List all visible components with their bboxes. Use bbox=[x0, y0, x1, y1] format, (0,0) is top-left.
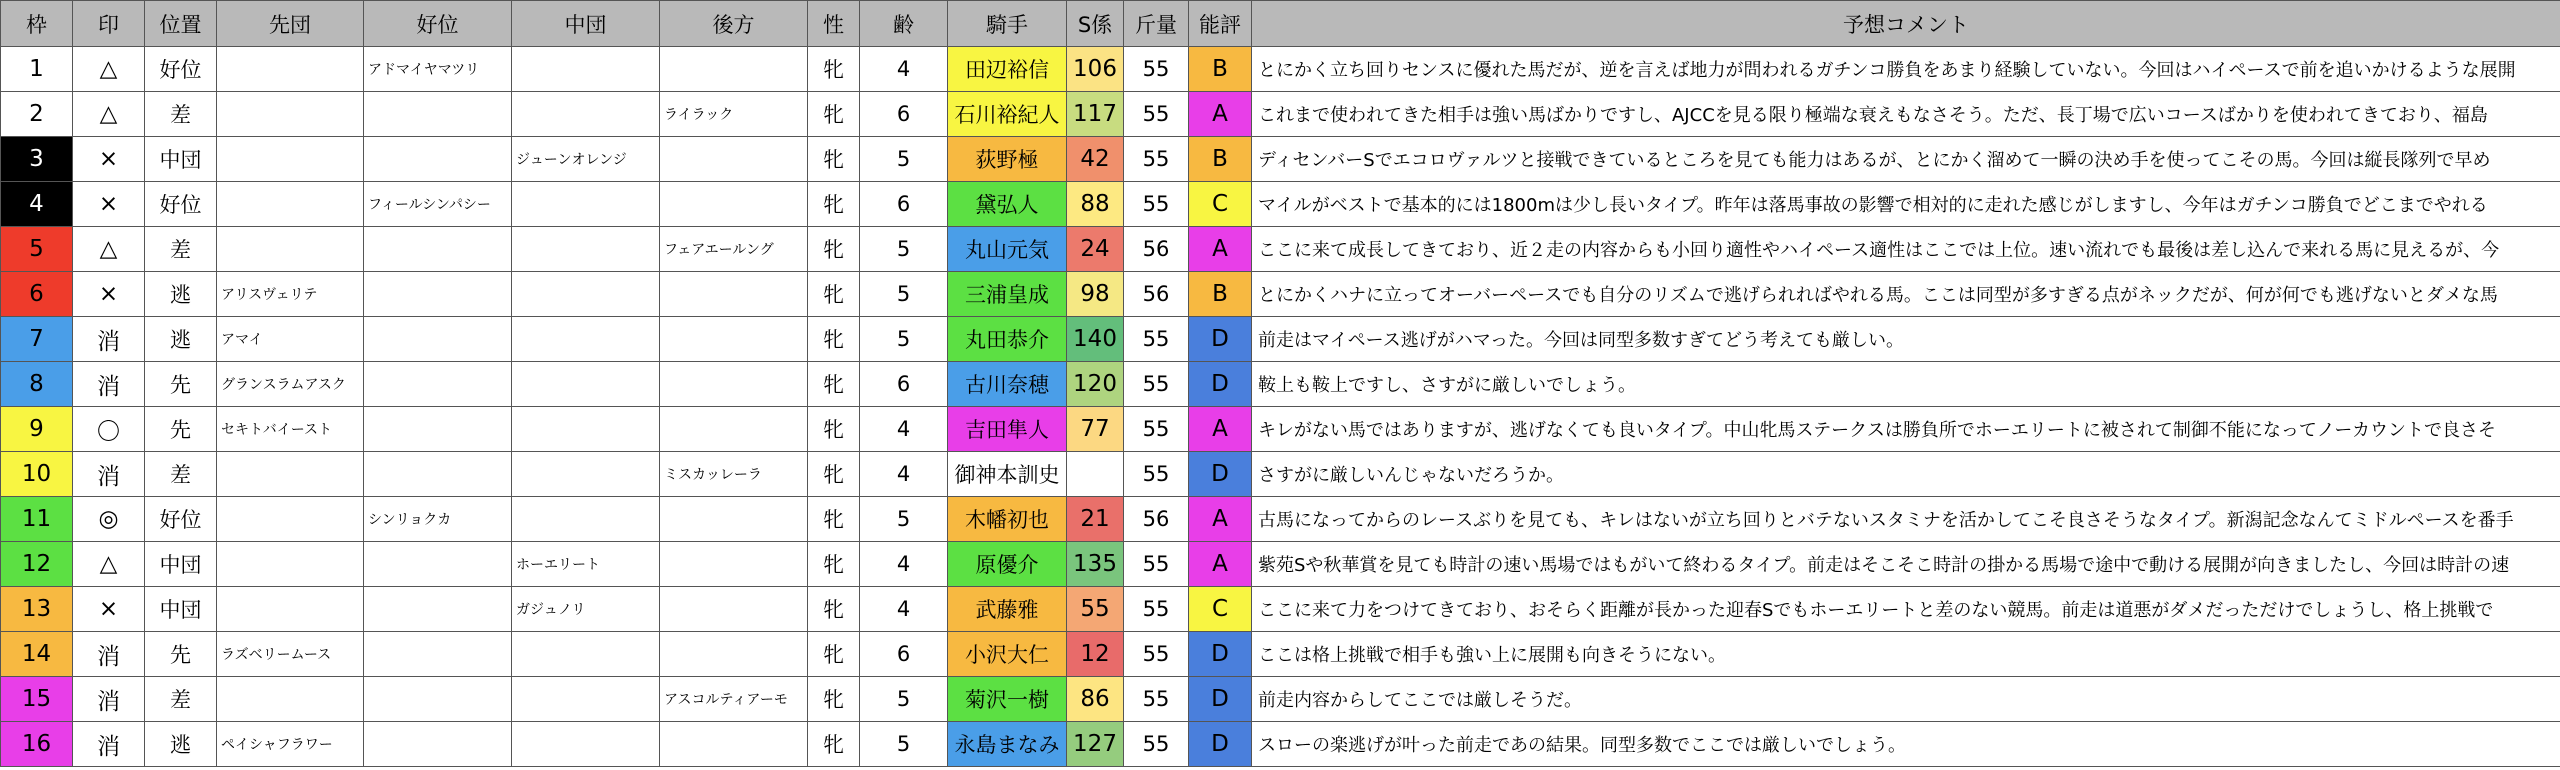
jockey-cell: 菊沢一樹 bbox=[948, 677, 1067, 722]
jockey-cell: 木幡初也 bbox=[948, 497, 1067, 542]
koui-cell bbox=[364, 632, 512, 677]
mark-cell: ◎ bbox=[73, 497, 145, 542]
senda-cell bbox=[217, 542, 364, 587]
table-row bbox=[1, 452, 2560, 497]
position-cell: 逃 bbox=[145, 317, 217, 362]
s-index-cell: 106 bbox=[1067, 47, 1124, 92]
jockey-cell: 吉田隼人 bbox=[948, 407, 1067, 452]
position-cell: 好位 bbox=[145, 182, 217, 227]
table-row bbox=[1, 92, 2560, 137]
senda-cell bbox=[217, 47, 364, 92]
age-cell: 6 bbox=[860, 632, 948, 677]
comment-cell: ここに来て成長してきており、近２走の内容からも小回り適性やハイペース適性はここでは上位。速い流れでも最後は差し込んで来れる馬に見えるが、今 bbox=[1252, 227, 2560, 272]
sex-cell: 牝 bbox=[808, 677, 860, 722]
koui-cell bbox=[364, 677, 512, 722]
waku-cell: 16 bbox=[1, 722, 73, 767]
header-rating: 能評 bbox=[1189, 1, 1252, 47]
table-row bbox=[1, 587, 2560, 632]
senda-cell: グランスラムアスク bbox=[217, 362, 364, 407]
sex-cell: 牝 bbox=[808, 317, 860, 362]
table-row bbox=[1, 722, 2560, 767]
table-row bbox=[1, 47, 2560, 92]
weight-cell: 55 bbox=[1124, 677, 1189, 722]
senda-cell bbox=[217, 182, 364, 227]
rating-cell: C bbox=[1189, 587, 1252, 632]
mark-cell: 消 bbox=[73, 317, 145, 362]
chudan-cell bbox=[512, 92, 660, 137]
mark-cell: △ bbox=[73, 227, 145, 272]
comment-cell: 古馬になってからのレースぶりを見ても、キレはないが立ち回りとバテないスタミナを活かしてこそ良さそうなタイプ。新潟記念なんてミドルペースを番手 bbox=[1252, 497, 2560, 542]
waku-cell: 9 bbox=[1, 407, 73, 452]
koui-cell bbox=[364, 227, 512, 272]
rating-cell: A bbox=[1189, 227, 1252, 272]
table-row bbox=[1, 182, 2560, 227]
comment-cell: ここに来て力をつけてきており、おそらく距離が長かった迎春Sでもホーエリートと差のない競馬。前走は道悪がダメだっただけでしょうし、格上挑戦で bbox=[1252, 587, 2560, 632]
senda-cell: アリスヴェリテ bbox=[217, 272, 364, 317]
waku-cell: 7 bbox=[1, 317, 73, 362]
header-weight: 斤量 bbox=[1124, 1, 1189, 47]
koui-cell: アドマイヤマツリ bbox=[364, 47, 512, 92]
header-waku: 枠 bbox=[1, 1, 73, 47]
jockey-cell: 御神本訓史 bbox=[948, 452, 1067, 497]
koui-cell bbox=[364, 92, 512, 137]
age-cell: 6 bbox=[860, 182, 948, 227]
s-index-cell: 21 bbox=[1067, 497, 1124, 542]
comment-cell: とにかく立ち回りセンスに優れた馬だが、逆を言えば地力が問われるガチンコ勝負をあまり経験していない。今回はハイペースで前を追いかけるような展開 bbox=[1252, 47, 2560, 92]
chudan-cell bbox=[512, 452, 660, 497]
position-cell: 逃 bbox=[145, 722, 217, 767]
jockey-cell: 原優介 bbox=[948, 542, 1067, 587]
s-index-cell: 135 bbox=[1067, 542, 1124, 587]
mark-cell: 〇 bbox=[73, 407, 145, 452]
chudan-cell: ジューンオレンジ bbox=[512, 137, 660, 182]
senda-cell bbox=[217, 452, 364, 497]
table-row bbox=[1, 542, 2560, 587]
weight-cell: 56 bbox=[1124, 227, 1189, 272]
table-row bbox=[1, 227, 2560, 272]
weight-cell: 55 bbox=[1124, 362, 1189, 407]
age-cell: 5 bbox=[860, 722, 948, 767]
header-senda: 先団 bbox=[217, 1, 364, 47]
sex-cell: 牝 bbox=[808, 272, 860, 317]
mark-cell: 消 bbox=[73, 632, 145, 677]
mark-cell: 消 bbox=[73, 452, 145, 497]
waku-cell: 2 bbox=[1, 92, 73, 137]
kouhou-cell: ミスカッレーラ bbox=[660, 452, 808, 497]
age-cell: 5 bbox=[860, 272, 948, 317]
s-index-cell: 127 bbox=[1067, 722, 1124, 767]
comment-cell: 鞍上も鞍上ですし、さすがに厳しいでしょう。 bbox=[1252, 362, 2560, 407]
koui-cell bbox=[364, 272, 512, 317]
weight-cell: 55 bbox=[1124, 407, 1189, 452]
header-jockey: 騎手 bbox=[948, 1, 1067, 47]
s-index-cell: 98 bbox=[1067, 272, 1124, 317]
kouhou-cell bbox=[660, 272, 808, 317]
chudan-cell bbox=[512, 677, 660, 722]
senda-cell bbox=[217, 677, 364, 722]
header-kouhou: 後方 bbox=[660, 1, 808, 47]
position-cell: 差 bbox=[145, 452, 217, 497]
header-chudan: 中団 bbox=[512, 1, 660, 47]
waku-cell: 6 bbox=[1, 272, 73, 317]
comment-cell: スローの楽逃げが叶った前走であの結果。同型多数でここでは厳しいでしょう。 bbox=[1252, 722, 2560, 767]
chudan-cell bbox=[512, 722, 660, 767]
rating-cell: D bbox=[1189, 452, 1252, 497]
weight-cell: 55 bbox=[1124, 542, 1189, 587]
comment-cell: マイルがベストで基本的には1800mは少し長いタイプ。昨年は落馬事故の影響で相対的に走れた感じがしますし、今年はガチンコ勝負でどこまでやれる bbox=[1252, 182, 2560, 227]
s-index-cell: 77 bbox=[1067, 407, 1124, 452]
sex-cell: 牝 bbox=[808, 587, 860, 632]
position-cell: 中団 bbox=[145, 137, 217, 182]
rating-cell: A bbox=[1189, 542, 1252, 587]
position-cell: 中団 bbox=[145, 587, 217, 632]
jockey-cell: 小沢大仁 bbox=[948, 632, 1067, 677]
rating-cell: B bbox=[1189, 272, 1252, 317]
senda-cell: ラズベリームース bbox=[217, 632, 364, 677]
weight-cell: 56 bbox=[1124, 272, 1189, 317]
mark-cell: × bbox=[73, 182, 145, 227]
senda-cell bbox=[217, 497, 364, 542]
jockey-cell: 丸山元気 bbox=[948, 227, 1067, 272]
weight-cell: 56 bbox=[1124, 497, 1189, 542]
mark-cell: 消 bbox=[73, 362, 145, 407]
sex-cell: 牝 bbox=[808, 542, 860, 587]
rating-cell: C bbox=[1189, 182, 1252, 227]
comment-cell: キレがない馬ではありますが、逃げなくても良いタイプ。中山牝馬ステークスは勝負所でホーエリートに被されて制御不能になってノーカウントで良さそ bbox=[1252, 407, 2560, 452]
koui-cell bbox=[364, 362, 512, 407]
position-cell: 好位 bbox=[145, 47, 217, 92]
header-row bbox=[1, 1, 2560, 47]
sex-cell: 牝 bbox=[808, 92, 860, 137]
table-row bbox=[1, 632, 2560, 677]
header-sex: 性 bbox=[808, 1, 860, 47]
position-cell: 先 bbox=[145, 362, 217, 407]
age-cell: 5 bbox=[860, 317, 948, 362]
kouhou-cell: ライラック bbox=[660, 92, 808, 137]
weight-cell: 55 bbox=[1124, 92, 1189, 137]
chudan-cell bbox=[512, 497, 660, 542]
waku-cell: 11 bbox=[1, 497, 73, 542]
senda-cell bbox=[217, 227, 364, 272]
rating-cell: B bbox=[1189, 47, 1252, 92]
waku-cell: 3 bbox=[1, 137, 73, 182]
mark-cell: △ bbox=[73, 542, 145, 587]
kouhou-cell: アスコルティアーモ bbox=[660, 677, 808, 722]
mark-cell: △ bbox=[73, 92, 145, 137]
waku-cell: 13 bbox=[1, 587, 73, 632]
chudan-cell bbox=[512, 182, 660, 227]
position-cell: 差 bbox=[145, 227, 217, 272]
kouhou-cell bbox=[660, 137, 808, 182]
koui-cell bbox=[364, 722, 512, 767]
header-age: 齢 bbox=[860, 1, 948, 47]
table-row bbox=[1, 362, 2560, 407]
comment-cell: ディセンバーSでエコロヴァルツと接戦できているところを見ても能力はあるが、とにかく溜めて一瞬の決め手を使ってこその馬。今回は縦長隊列で早め bbox=[1252, 137, 2560, 182]
sex-cell: 牝 bbox=[808, 227, 860, 272]
senda-cell: アマイ bbox=[217, 317, 364, 362]
kouhou-cell bbox=[660, 632, 808, 677]
age-cell: 6 bbox=[860, 362, 948, 407]
rating-cell: D bbox=[1189, 632, 1252, 677]
table-row bbox=[1, 272, 2560, 317]
jockey-cell: 荻野極 bbox=[948, 137, 1067, 182]
age-cell: 4 bbox=[860, 542, 948, 587]
waku-cell: 14 bbox=[1, 632, 73, 677]
sex-cell: 牝 bbox=[808, 137, 860, 182]
senda-cell: ペイシャフラワー bbox=[217, 722, 364, 767]
mark-cell: 消 bbox=[73, 722, 145, 767]
weight-cell: 55 bbox=[1124, 587, 1189, 632]
table-row bbox=[1, 497, 2560, 542]
mark-cell: × bbox=[73, 272, 145, 317]
weight-cell: 55 bbox=[1124, 182, 1189, 227]
s-index-cell: 24 bbox=[1067, 227, 1124, 272]
s-index-cell: 86 bbox=[1067, 677, 1124, 722]
sex-cell: 牝 bbox=[808, 362, 860, 407]
header-comment: 予想コメント bbox=[1252, 1, 2560, 47]
comment-cell: さすがに厳しいんじゃないだろうか。 bbox=[1252, 452, 2560, 497]
senda-cell bbox=[217, 587, 364, 632]
age-cell: 5 bbox=[860, 227, 948, 272]
weight-cell: 55 bbox=[1124, 317, 1189, 362]
koui-cell: シンリョクカ bbox=[364, 497, 512, 542]
kouhou-cell bbox=[660, 182, 808, 227]
jockey-cell: 石川裕紀人 bbox=[948, 92, 1067, 137]
chudan-cell: ガジュノリ bbox=[512, 587, 660, 632]
sex-cell: 牝 bbox=[808, 497, 860, 542]
kouhou-cell bbox=[660, 497, 808, 542]
position-cell: 好位 bbox=[145, 497, 217, 542]
comment-cell: 前走はマイペース逃げがハマった。今回は同型多数すぎてどう考えても厳しい。 bbox=[1252, 317, 2560, 362]
chudan-cell bbox=[512, 317, 660, 362]
age-cell: 5 bbox=[860, 137, 948, 182]
table-row bbox=[1, 137, 2560, 182]
rating-cell: D bbox=[1189, 362, 1252, 407]
jockey-cell: 武藤雅 bbox=[948, 587, 1067, 632]
s-index-cell: 42 bbox=[1067, 137, 1124, 182]
jockey-cell: 三浦皇成 bbox=[948, 272, 1067, 317]
jockey-cell: 古川奈穂 bbox=[948, 362, 1067, 407]
koui-cell bbox=[364, 317, 512, 362]
sex-cell: 牝 bbox=[808, 632, 860, 677]
age-cell: 4 bbox=[860, 47, 948, 92]
comment-cell: 前走内容からしてここでは厳しそうだ。 bbox=[1252, 677, 2560, 722]
position-cell: 差 bbox=[145, 92, 217, 137]
rating-cell: A bbox=[1189, 92, 1252, 137]
s-index-cell: 88 bbox=[1067, 182, 1124, 227]
mark-cell: × bbox=[73, 137, 145, 182]
kouhou-cell bbox=[660, 317, 808, 362]
koui-cell: フィールシンパシー bbox=[364, 182, 512, 227]
age-cell: 5 bbox=[860, 497, 948, 542]
chudan-cell bbox=[512, 632, 660, 677]
kouhou-cell bbox=[660, 587, 808, 632]
age-cell: 4 bbox=[860, 452, 948, 497]
waku-cell: 12 bbox=[1, 542, 73, 587]
header-koui: 好位 bbox=[364, 1, 512, 47]
comment-cell: とにかくハナに立ってオーバーペースでも自分のリズムで逃げられればやれる馬。ここは同型が多すぎる点がネックだが、何が何でも逃げないとダメな馬 bbox=[1252, 272, 2560, 317]
position-cell: 中団 bbox=[145, 542, 217, 587]
kouhou-cell bbox=[660, 47, 808, 92]
sex-cell: 牝 bbox=[808, 182, 860, 227]
rating-cell: D bbox=[1189, 317, 1252, 362]
waku-cell: 10 bbox=[1, 452, 73, 497]
chudan-cell bbox=[512, 227, 660, 272]
s-index-cell: 140 bbox=[1067, 317, 1124, 362]
weight-cell: 55 bbox=[1124, 47, 1189, 92]
senda-cell bbox=[217, 92, 364, 137]
jockey-cell: 田辺裕信 bbox=[948, 47, 1067, 92]
waku-cell: 1 bbox=[1, 47, 73, 92]
weight-cell: 55 bbox=[1124, 722, 1189, 767]
age-cell: 5 bbox=[860, 677, 948, 722]
chudan-cell: ホーエリート bbox=[512, 542, 660, 587]
rating-cell: A bbox=[1189, 407, 1252, 452]
comment-cell: 紫苑Sや秋華賞を見ても時計の速い馬場ではもがいて終わるタイプ。前走はそこそこ時計の掛かる馬場で途中で動ける展開が向きましたし、今回は時計の速 bbox=[1252, 542, 2560, 587]
sex-cell: 牝 bbox=[808, 452, 860, 497]
position-cell: 先 bbox=[145, 632, 217, 677]
age-cell: 6 bbox=[860, 92, 948, 137]
table-row bbox=[1, 317, 2560, 362]
s-index-cell: 117 bbox=[1067, 92, 1124, 137]
s-index-cell: 120 bbox=[1067, 362, 1124, 407]
koui-cell bbox=[364, 452, 512, 497]
position-cell: 差 bbox=[145, 677, 217, 722]
koui-cell bbox=[364, 542, 512, 587]
mark-cell: 消 bbox=[73, 677, 145, 722]
s-index-cell: 55 bbox=[1067, 587, 1124, 632]
table-row bbox=[1, 407, 2560, 452]
rating-cell: A bbox=[1189, 497, 1252, 542]
age-cell: 4 bbox=[860, 407, 948, 452]
mark-cell: × bbox=[73, 587, 145, 632]
chudan-cell bbox=[512, 362, 660, 407]
sex-cell: 牝 bbox=[808, 407, 860, 452]
weight-cell: 55 bbox=[1124, 452, 1189, 497]
waku-cell: 5 bbox=[1, 227, 73, 272]
header-mark: 印 bbox=[73, 1, 145, 47]
sex-cell: 牝 bbox=[808, 47, 860, 92]
weight-cell: 55 bbox=[1124, 137, 1189, 182]
kouhou-cell bbox=[660, 542, 808, 587]
kouhou-cell bbox=[660, 362, 808, 407]
age-cell: 4 bbox=[860, 587, 948, 632]
kouhou-cell bbox=[660, 407, 808, 452]
kouhou-cell: フェアエールング bbox=[660, 227, 808, 272]
kouhou-cell bbox=[660, 722, 808, 767]
koui-cell bbox=[364, 587, 512, 632]
waku-cell: 15 bbox=[1, 677, 73, 722]
header-position: 位置 bbox=[145, 1, 217, 47]
chudan-cell bbox=[512, 47, 660, 92]
koui-cell bbox=[364, 137, 512, 182]
position-cell: 先 bbox=[145, 407, 217, 452]
senda-cell bbox=[217, 137, 364, 182]
sex-cell: 牝 bbox=[808, 722, 860, 767]
s-index-cell: 12 bbox=[1067, 632, 1124, 677]
s-index-cell bbox=[1067, 452, 1124, 497]
header-s-index: S係 bbox=[1067, 1, 1124, 47]
jockey-cell: 永島まなみ bbox=[948, 722, 1067, 767]
chudan-cell bbox=[512, 407, 660, 452]
comment-cell: これまで使われてきた相手は強い馬ばかりですし、AJCCを見る限り極端な衰えもなさそう。ただ、長丁場で広いコースばかりを使われてきており、福島 bbox=[1252, 92, 2560, 137]
chudan-cell bbox=[512, 272, 660, 317]
position-cell: 逃 bbox=[145, 272, 217, 317]
weight-cell: 55 bbox=[1124, 632, 1189, 677]
waku-cell: 8 bbox=[1, 362, 73, 407]
rating-cell: B bbox=[1189, 137, 1252, 182]
koui-cell bbox=[364, 407, 512, 452]
jockey-cell: 丸田恭介 bbox=[948, 317, 1067, 362]
senda-cell: セキトバイースト bbox=[217, 407, 364, 452]
waku-cell: 4 bbox=[1, 182, 73, 227]
jockey-cell: 黛弘人 bbox=[948, 182, 1067, 227]
comment-cell: ここは格上挑戦で相手も強い上に展開も向きそうにない。 bbox=[1252, 632, 2560, 677]
mark-cell: △ bbox=[73, 47, 145, 92]
rating-cell: D bbox=[1189, 722, 1252, 767]
rating-cell: D bbox=[1189, 677, 1252, 722]
table-row bbox=[1, 677, 2560, 722]
